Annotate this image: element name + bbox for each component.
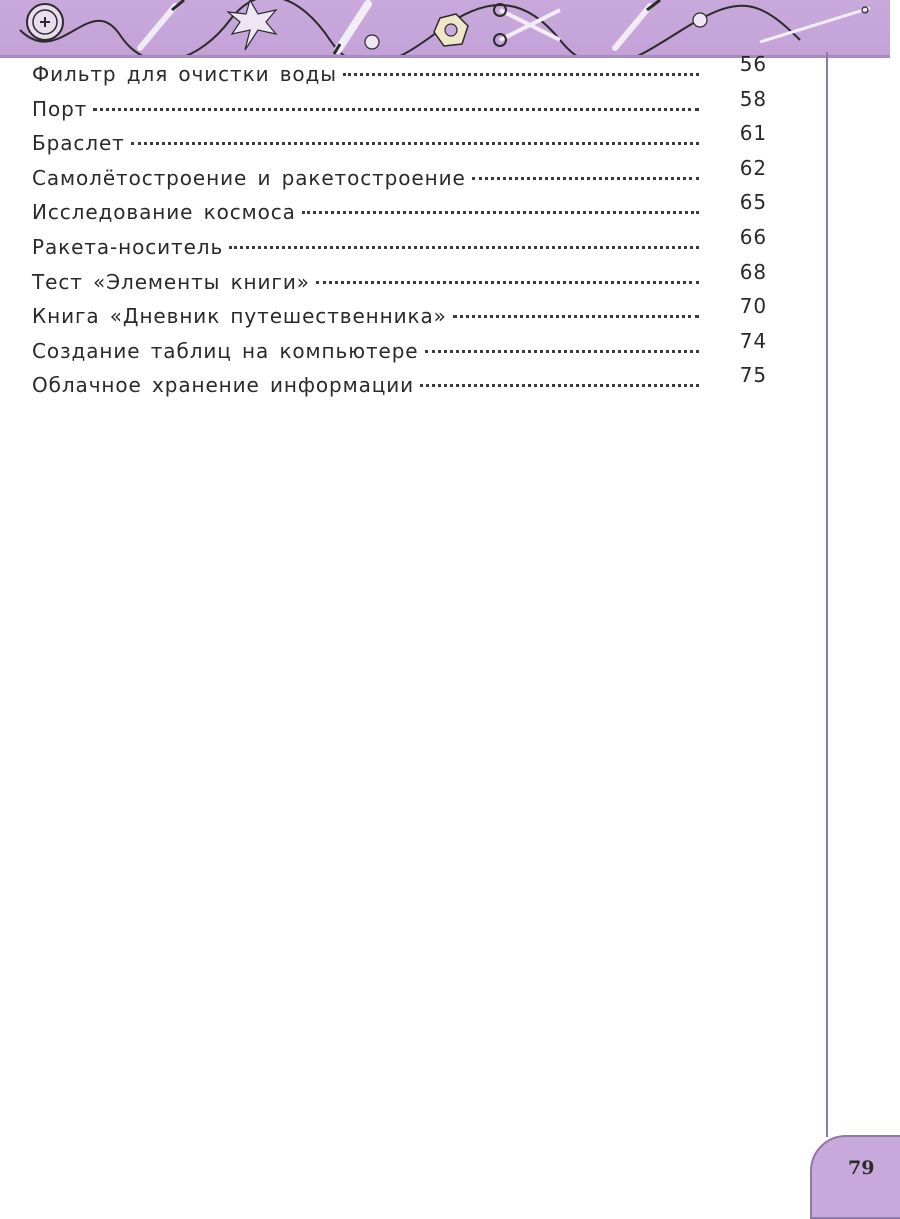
toc-leader-dots [425, 350, 700, 353]
toc-entry [32, 190, 767, 235]
toc-leader-dots [316, 281, 699, 284]
toc-leader-dots [93, 108, 699, 111]
toc-entry [32, 294, 767, 339]
page-frame-line [826, 52, 828, 1137]
toc-entry-page: 75 [739, 363, 767, 388]
toc-entry-page: 61 [739, 121, 767, 146]
toc-leader-dots [131, 142, 699, 145]
toc-entry [32, 224, 767, 270]
scissors-icon [494, 4, 560, 46]
toc-leader-dots [453, 315, 699, 318]
table-of-contents [32, 52, 767, 408]
toc-entry-title: Создание таблиц на компьютере [32, 338, 419, 363]
toc-entry-title: Браслет [32, 131, 125, 156]
toc-entry-page: 65 [739, 190, 767, 215]
toc-entry [32, 363, 767, 408]
page-number: 79 [848, 1157, 875, 1179]
toc-leader-dots [472, 177, 699, 180]
toc-entry [32, 155, 767, 201]
toc-entry-page: 58 [739, 86, 767, 111]
toc-leader-dots [343, 73, 699, 76]
toc-entry-page: 70 [739, 294, 767, 319]
nut-icon [434, 14, 468, 46]
toc-entry [32, 52, 767, 97]
toc-entry-title: Исследование космоса [32, 200, 296, 225]
toc-leader-dots [420, 384, 699, 387]
toc-entry [32, 328, 767, 374]
toc-leader-dots [229, 246, 699, 249]
toc-entry-title: Самолётостроение и ракетостроение [32, 165, 466, 190]
toc-entry-title: Фильтр для очистки воды [32, 62, 337, 86]
toc-entry-title: Книга «Дневник путешественника» [32, 304, 447, 329]
toc-entry-page: 66 [739, 224, 767, 249]
toc-entry [32, 259, 767, 305]
toc-entry-title: Порт [32, 96, 88, 121]
toc-leader-dots [302, 211, 699, 214]
craft-tools-illustration [0, 0, 890, 55]
toc-entry [32, 121, 767, 166]
maple-leaf-icon [228, 0, 276, 50]
header-decoration-band [0, 0, 890, 58]
toc-entry-title: Ракета-носитель [32, 234, 224, 259]
pencil-icon [334, 4, 368, 54]
button-icon [27, 4, 63, 40]
toc-entry [32, 86, 767, 132]
paintbrush-icon [615, 0, 660, 48]
toc-entry-page: 68 [739, 259, 767, 284]
toc-entry-page: 56 [739, 52, 767, 76]
toc-entry-title: Облачное хранение информации [32, 373, 415, 398]
paintbrush-icon [140, 0, 184, 48]
toc-entry-page: 62 [739, 155, 767, 180]
toc-entry-page: 74 [739, 328, 767, 353]
toc-entry-title: Тест «Элементы книги» [32, 269, 310, 294]
